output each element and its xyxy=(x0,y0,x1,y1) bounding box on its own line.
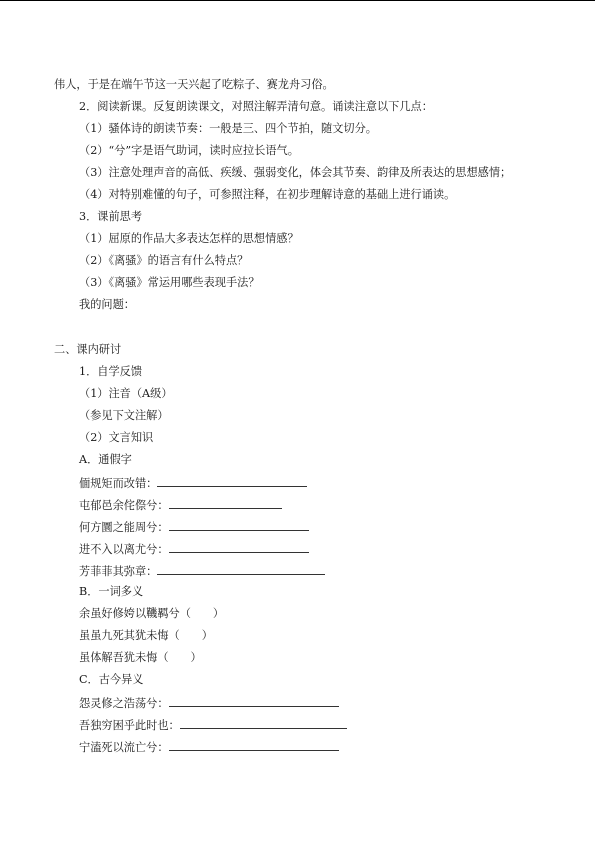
answer-blank[interactable] xyxy=(169,519,309,531)
self-study-heading: 1．自学反馈 xyxy=(79,365,143,378)
top-border-line xyxy=(0,0,595,1)
ancient-modern-heading: C．古今异义 xyxy=(79,673,144,686)
loan-item-4 xyxy=(79,541,309,557)
answer-blank[interactable] xyxy=(169,695,339,707)
close-paren: ） xyxy=(201,629,213,642)
loan-item-2 xyxy=(79,497,282,513)
answer-blank[interactable] xyxy=(169,541,309,553)
phonetic-heading: （1）注音（A级） xyxy=(79,387,173,400)
paragraph-continuation: 伟人，于是在端午节这一天兴起了吃粽子、赛龙舟习俗。 xyxy=(54,78,334,91)
pre-class-thinking-heading: 3．课前思考 xyxy=(79,210,143,223)
ancient-modern-item-2 xyxy=(79,717,347,733)
polysemy-item-1 xyxy=(79,607,224,621)
ancient-modern-item-2-text: 吾独穷困乎此时也： xyxy=(79,719,180,732)
reading-point-4: （4）对特别难懂的句子，可参照注释，在初步理解诗意的基础上进行诵读。 xyxy=(79,188,456,201)
question-2: （2）《离骚》的语言有什么特点？ xyxy=(79,254,249,267)
loan-item-2-text: 屯郁邑余侘傺兮： xyxy=(79,499,169,512)
ancient-modern-item-1-text: 怨灵修之浩荡兮： xyxy=(79,697,169,710)
loan-item-3 xyxy=(79,519,309,535)
polysemy-item-1-text: 余虽好修姱以鞿羁兮（ xyxy=(79,607,191,620)
section-heading: 二、课内研讨 xyxy=(54,343,122,356)
loan-item-5 xyxy=(79,563,325,579)
loan-item-5-text: 芳菲菲其弥章： xyxy=(79,565,158,578)
reading-point-2: （2）“兮”字是语气助词，读时应拉长语气。 xyxy=(79,144,299,157)
reading-point-3: （3）注意处理声音的高低、疾缓、强弱变化，体会其节奏、韵律及所表达的思想感情； xyxy=(79,166,512,179)
polysemy-item-3-text: 虽体解吾犹未悔（ xyxy=(79,651,169,664)
polysemy-item-2-text: 虽虽九死其犹未悔（ xyxy=(79,629,180,642)
answer-blank[interactable] xyxy=(157,475,307,487)
answer-blank[interactable] xyxy=(157,563,325,575)
classical-knowledge-heading: （2）文言知识 xyxy=(79,431,154,444)
loan-item-1-text: 偭规矩而改错： xyxy=(79,477,158,490)
polysemy-item-3 xyxy=(79,651,202,665)
see-notes: （参见下文注解） xyxy=(79,409,169,422)
polysemy-heading: B．一词多义 xyxy=(79,585,144,598)
reading-point-1: （1）骚体诗的朗读节奏：一般是三、四个节拍，随文切分。 xyxy=(79,122,377,135)
answer-blank[interactable] xyxy=(169,739,339,751)
ancient-modern-item-3-text: 宁溘死以流亡兮： xyxy=(79,741,169,754)
loan-item-1 xyxy=(79,475,307,491)
answer-blank[interactable] xyxy=(180,717,347,729)
question-1: （1）屈原的作品大多表达怎样的思想情感？ xyxy=(79,232,299,245)
ancient-modern-item-1 xyxy=(79,695,339,711)
polysemy-item-2 xyxy=(79,629,213,643)
loan-item-3-text: 何方圜之能周兮： xyxy=(79,521,169,534)
ancient-modern-item-3 xyxy=(79,739,339,755)
question-3: （3）《离骚》常运用哪些表现手法？ xyxy=(79,276,260,289)
loan-item-4-text: 进不入以离尤兮： xyxy=(79,543,169,556)
close-paren: ） xyxy=(212,607,225,620)
answer-blank[interactable] xyxy=(169,497,282,509)
instruction-2: 2．阅读新课。反复朗读课文，对照注解弄清句意。诵读注意以下几点： xyxy=(79,100,433,113)
close-paren: ） xyxy=(190,651,202,664)
my-question-label: 我的问题： xyxy=(79,298,135,311)
loan-characters-heading: A．通假字 xyxy=(79,453,132,466)
